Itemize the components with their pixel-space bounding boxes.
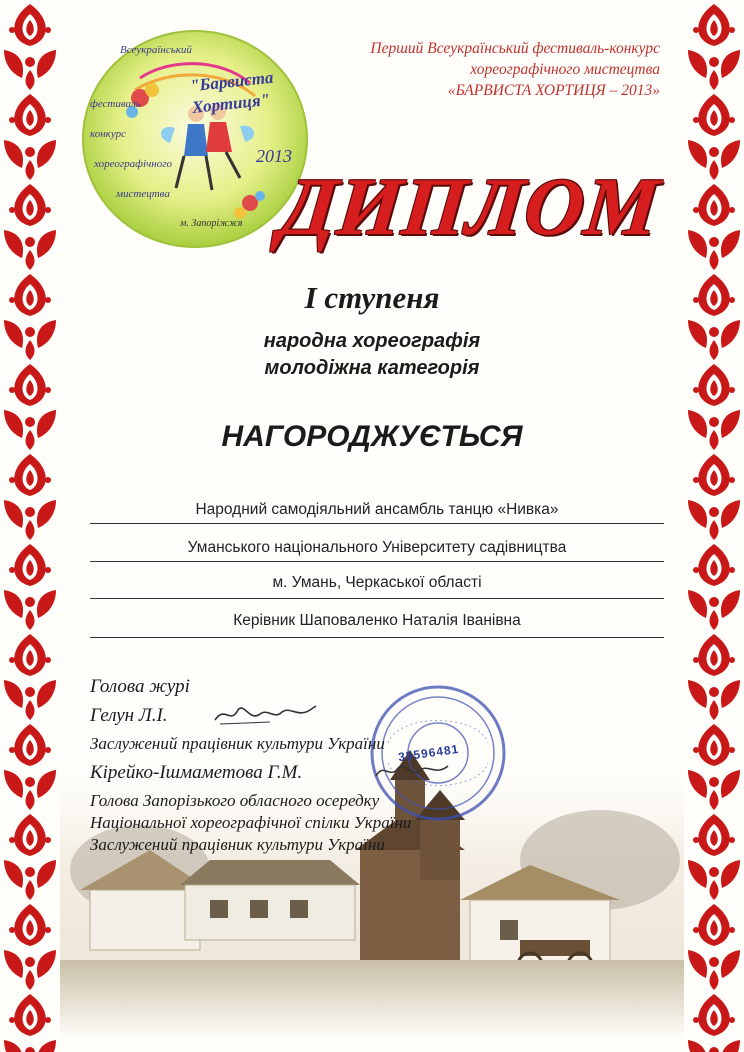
age-category-label: молодіжна категорія [264,357,480,379]
emblem-text-4: хореографічного [94,158,172,170]
jury-chair-name: Гелун Л.І. [90,705,168,726]
emblem-text-5: мистецтва [116,188,170,200]
rule-2 [90,561,664,562]
recipient-line-3: м. Умань, Черкаської області [272,574,482,591]
recipient-line-4: Керівник Шаповаленко Наталія Іванівна [233,612,521,629]
jury-member-title-3: Заслужений працівник культури України [90,835,385,854]
festival-line-3: «БАРВИСТА ХОРТИЦЯ – 2013» [447,82,660,99]
jury-member-title-2: Національної хореографічної спілки України [90,813,412,832]
diploma-title: ДИПЛОМ [276,161,664,252]
emblem-text-3: конкурс [90,128,126,140]
jury-heading: Голова журі [90,676,190,697]
rule-3 [90,598,664,599]
festival-line-2: хореографічного мистецтва [470,61,660,78]
awarded-heading: НАГОРОДЖУЄТЬСЯ [221,420,523,453]
jury-member-title-1: Голова Запорізького обласного осередку [90,791,380,810]
emblem-text-2: фестиваль [90,98,141,110]
recipient-line-2: Уманського національного Університету садівництва [187,539,567,556]
rule-1 [90,523,664,524]
rule-4 [90,637,664,638]
emblem-year: 2013 [256,146,292,166]
jury-chair-title: Заслужений працівник культури України [90,734,385,753]
degree-label: І ступеня [304,280,440,315]
emblem-text-1: Всеукраїнський [120,44,192,56]
member-signature [372,758,452,784]
festival-header [310,38,660,101]
emblem-city: м. Запоріжжя [180,218,243,229]
genre-label: народна хореографія [263,330,481,352]
recipient-line-1: Народний самодіяльний ансамбль танцю «Нивка» [195,501,559,518]
chair-signature [210,700,320,730]
stamp-number: 35596481 [397,741,461,765]
jury-member-name: Кірейко-Ішмаметова Г.М. [90,762,303,783]
right-ornament-border [684,0,744,1052]
left-ornament-border [0,0,60,1052]
festival-line-1: Перший Всеукраїнський фестиваль-конкурс [370,40,660,57]
emblem-name-1: "Барвиста [189,67,275,96]
emblem-name-2: Хортиця" [191,89,271,118]
